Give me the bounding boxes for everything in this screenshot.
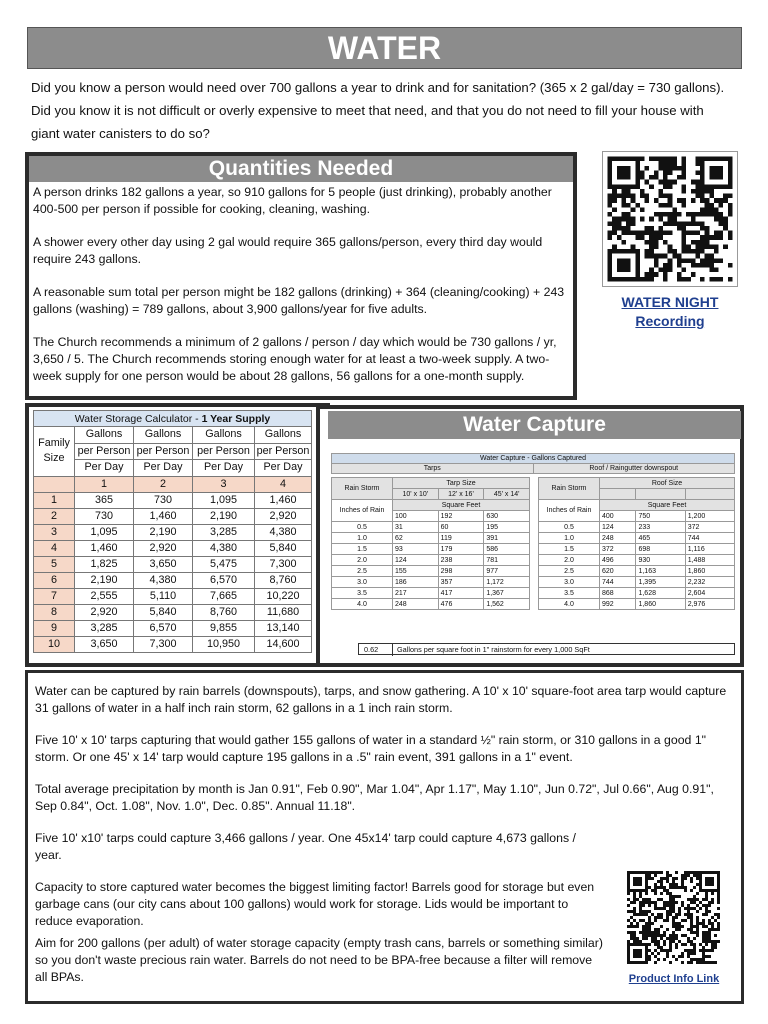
table-cell: 1,116 bbox=[685, 544, 734, 555]
table-row bbox=[34, 492, 312, 508]
water-capture-footer bbox=[358, 643, 735, 655]
col-header: per Person bbox=[255, 443, 312, 460]
table-cell: 1,628 bbox=[636, 588, 685, 599]
qr-code-graphic bbox=[624, 868, 723, 967]
table-cell: 1,562 bbox=[484, 599, 530, 610]
tarp-row bbox=[332, 555, 530, 566]
roof-row bbox=[539, 566, 735, 577]
table-cell: 3 bbox=[34, 524, 75, 540]
table-row bbox=[34, 540, 312, 556]
table-cell: 0.5 bbox=[539, 522, 600, 533]
square-feet-label: Square Feet bbox=[393, 500, 530, 511]
idx-cell: 2 bbox=[134, 476, 193, 492]
table-cell: 1,488 bbox=[685, 555, 734, 566]
water-capture-header: Water Capture bbox=[328, 411, 741, 439]
tarp-sqft: 192 bbox=[438, 511, 484, 522]
roof-sqft: 750 bbox=[636, 511, 685, 522]
table-cell: 4.0 bbox=[539, 599, 600, 610]
table-cell: 1,367 bbox=[484, 588, 530, 599]
roof-row bbox=[539, 555, 735, 566]
table-cell: 1 bbox=[34, 492, 75, 508]
table-cell: 496 bbox=[600, 555, 636, 566]
table-cell: 2.5 bbox=[332, 566, 393, 577]
table-cell: 2.0 bbox=[539, 555, 600, 566]
table-cell: 2.5 bbox=[539, 566, 600, 577]
table-cell: 1,860 bbox=[636, 599, 685, 610]
family-size-l1: Family bbox=[38, 437, 70, 450]
tarps-label: Tarps bbox=[332, 464, 534, 474]
qr1-label-line2: Recording bbox=[635, 313, 705, 329]
qr-code-icon[interactable] bbox=[624, 868, 723, 967]
table-cell: 930 bbox=[636, 555, 685, 566]
qr-code-graphic bbox=[603, 152, 737, 286]
roof-sqft: 400 bbox=[600, 511, 636, 522]
table-cell: 1.5 bbox=[332, 544, 393, 555]
table-cell: 7 bbox=[34, 588, 75, 604]
table-cell: 365 bbox=[75, 492, 134, 508]
table-cell: 3.5 bbox=[539, 588, 600, 599]
qr1-label-line1: WATER NIGHT bbox=[621, 294, 719, 310]
tarp-row bbox=[332, 588, 530, 599]
qr-code-icon[interactable] bbox=[602, 151, 738, 287]
col-header: per Person bbox=[193, 443, 255, 460]
table-cell: 476 bbox=[438, 599, 484, 610]
table-cell: 1.0 bbox=[539, 533, 600, 544]
tarp-sqft: 100 bbox=[393, 511, 439, 522]
table-cell: 8,760 bbox=[255, 572, 312, 588]
roof-size-spacer bbox=[636, 489, 685, 500]
roof-rows bbox=[539, 522, 735, 610]
table-cell: 3.0 bbox=[539, 577, 600, 588]
tarp-dim: 10' x 10' bbox=[393, 489, 439, 500]
capture-paragraph: Five 10' x 10' tarps capturing that would gather 155 gallons of water in a standard ½" rain storm, or 310 gallons in a good 1" storm. Or one 45' x 14' tarp would capture 195 gallons in a .5" rain event, 391 gallons in a 1" event. bbox=[35, 733, 707, 764]
table-cell: 13,140 bbox=[255, 620, 312, 636]
table-cell: 5,840 bbox=[255, 540, 312, 556]
col-header: Per Day bbox=[255, 460, 312, 477]
col-header: Gallons bbox=[255, 427, 312, 444]
table-cell: 1,460 bbox=[134, 508, 193, 524]
tarp-row bbox=[332, 599, 530, 610]
col-header: per Person bbox=[75, 443, 134, 460]
table-cell: 217 bbox=[393, 588, 439, 599]
capture-paragraph: Five 10' x10' tarps could capture 3,466 gallons / year. One 45x14' tarp could capture 4,673 gallons / year. bbox=[35, 831, 576, 862]
table-row bbox=[34, 636, 312, 652]
table-cell: 5,840 bbox=[134, 604, 193, 620]
table-cell: 2,604 bbox=[685, 588, 734, 599]
rain-storm-label: Rain Storm bbox=[332, 478, 393, 500]
water-storage-calculator-table bbox=[33, 410, 312, 653]
tarp-row bbox=[332, 522, 530, 533]
table-cell: 417 bbox=[438, 588, 484, 599]
table-cell: 465 bbox=[636, 533, 685, 544]
roof-size-spacer bbox=[685, 489, 734, 500]
table-cell: 238 bbox=[438, 555, 484, 566]
table-cell: 1,460 bbox=[255, 492, 312, 508]
tarp-dim: 45' x 14' bbox=[484, 489, 530, 500]
col-header: Per Day bbox=[193, 460, 255, 477]
table-cell: 1,460 bbox=[75, 540, 134, 556]
table-cell: 992 bbox=[600, 599, 636, 610]
product-info-link[interactable]: Product Info Link bbox=[628, 973, 720, 985]
table-cell: 4,380 bbox=[255, 524, 312, 540]
family-size-l2: Size bbox=[43, 452, 65, 465]
table-cell: 3,285 bbox=[193, 524, 255, 540]
col-header: Gallons bbox=[134, 427, 193, 444]
roof-row bbox=[539, 544, 735, 555]
table-row bbox=[34, 588, 312, 604]
table-cell: 372 bbox=[685, 522, 734, 533]
table-cell: 11,680 bbox=[255, 604, 312, 620]
table-cell: 248 bbox=[600, 533, 636, 544]
table-cell: 1.5 bbox=[539, 544, 600, 555]
idx-cell bbox=[34, 476, 75, 492]
table-cell: 93 bbox=[393, 544, 439, 555]
capture-paragraph: Total average precipitation by month is Jan 0.91", Feb 0.90", Mar 1.04", Apr 1.17", May 1.10", Jun 0.72", Jul 0.66", Aug 0.91", Sep 0.84", Oct. 1.08", Nov. 1.0", Dec. 0.85". Annual 11.18". bbox=[35, 782, 714, 813]
table-cell: 1,395 bbox=[636, 577, 685, 588]
calculator-caption bbox=[34, 411, 312, 427]
quantities-paragraph: A shower every other day using 2 gal would require 365 gallons/person, every third day would require 243 gallons. bbox=[33, 235, 543, 266]
roof-row bbox=[539, 588, 735, 599]
col-header: Per Day bbox=[134, 460, 193, 477]
table-cell: 62 bbox=[393, 533, 439, 544]
table-cell: 357 bbox=[438, 577, 484, 588]
table-cell: 9 bbox=[34, 620, 75, 636]
table-cell: 8,760 bbox=[193, 604, 255, 620]
water-capture-caption: Water Capture - Gallons Captured bbox=[332, 454, 735, 464]
table-cell: 6 bbox=[34, 572, 75, 588]
quantities-paragraph: A person drinks 182 gallons a year, so 910 gallons for 5 people (just drinking), probably another 400-500 per person if possible for cooking, cleaning, washing. bbox=[33, 185, 552, 216]
table-row bbox=[34, 524, 312, 540]
idx-cell: 1 bbox=[75, 476, 134, 492]
table-cell: 124 bbox=[393, 555, 439, 566]
tarp-row bbox=[332, 577, 530, 588]
table-row bbox=[34, 620, 312, 636]
quantities-paragraph: The Church recommends a minimum of 2 gallons / person / day which would be 730 gallons / yr, 3,650 / 5. The Church recommends storing enough water for at least a two-week supply. A two-week supply for one person would be about 28 gallons, 56 gallons for a one-month supply. bbox=[33, 335, 557, 383]
table-cell: 8 bbox=[34, 604, 75, 620]
table-cell: 586 bbox=[484, 544, 530, 555]
table-cell: 2 bbox=[34, 508, 75, 524]
table-cell: 298 bbox=[438, 566, 484, 577]
capture-paragraph: Water can be captured by rain barrels (downspouts), tarps, and snow gathering. A 10' x 10' square-foot area tarp would capture 31 gallons of water in a half inch rain storm, 62 gallons in a 1 inch rain storm. bbox=[35, 684, 727, 715]
table-cell: 5 bbox=[34, 556, 75, 572]
inches-of-rain-label: Inches of Rain bbox=[332, 500, 393, 522]
water-capture-caption-table bbox=[331, 453, 735, 474]
roof-row bbox=[539, 533, 735, 544]
quantities-header: Quantities Needed bbox=[29, 156, 573, 182]
table-cell: 124 bbox=[600, 522, 636, 533]
tarp-row bbox=[332, 544, 530, 555]
table-cell: 60 bbox=[438, 522, 484, 533]
capture-paragraph: Capacity to store captured water becomes the biggest limiting factor! Barrels good for storage but even garbage cans (our city cans about 100 gallons) would work for storage. Lids would be important to reduce evaporation. bbox=[35, 880, 595, 928]
table-cell: 5,475 bbox=[193, 556, 255, 572]
footer-value: 0.62 bbox=[364, 644, 393, 656]
table-cell: 781 bbox=[484, 555, 530, 566]
col-header: Per Day bbox=[75, 460, 134, 477]
table-cell: 730 bbox=[134, 492, 193, 508]
capture-paragraph: Aim for 200 gallons (per adult) of water storage capacity (empty trash cans, barrels or something similar) so you don't waste precious rain water. Barrels do not need to be BPA-free because a filter will remove all BPAs. bbox=[35, 936, 603, 984]
roof-capture-table bbox=[538, 477, 735, 610]
caption-bold: 1 Year Supply bbox=[201, 412, 271, 425]
table-cell: 1,095 bbox=[193, 492, 255, 508]
col-header: Gallons bbox=[193, 427, 255, 444]
table-cell: 10,950 bbox=[193, 636, 255, 652]
table-cell: 2,920 bbox=[255, 508, 312, 524]
roof-size-label: Roof Size bbox=[600, 478, 735, 489]
roof-sqft: 1,200 bbox=[685, 511, 734, 522]
tarp-capture-table bbox=[331, 477, 530, 610]
table-cell: 31 bbox=[393, 522, 439, 533]
table-cell: 2,232 bbox=[685, 577, 734, 588]
table-cell: 1,172 bbox=[484, 577, 530, 588]
table-cell: 7,665 bbox=[193, 588, 255, 604]
table-row bbox=[34, 572, 312, 588]
table-cell: 868 bbox=[600, 588, 636, 599]
page-title: WATER bbox=[27, 27, 742, 69]
table-cell: 620 bbox=[600, 566, 636, 577]
table-cell: 2,920 bbox=[75, 604, 134, 620]
table-cell: 195 bbox=[484, 522, 530, 533]
table-cell: 179 bbox=[438, 544, 484, 555]
col-header: per Person bbox=[134, 443, 193, 460]
square-feet-label: Square Feet bbox=[600, 500, 735, 511]
table-cell: 3,650 bbox=[75, 636, 134, 652]
caption-prefix: Water Storage Calculator - bbox=[74, 412, 202, 425]
roof-row bbox=[539, 599, 735, 610]
table-cell: 2,976 bbox=[685, 599, 734, 610]
table-cell: 1,095 bbox=[75, 524, 134, 540]
table-cell: 1,860 bbox=[685, 566, 734, 577]
roof-row bbox=[539, 577, 735, 588]
idx-cell: 3 bbox=[193, 476, 255, 492]
table-row bbox=[34, 508, 312, 524]
table-cell: 0.5 bbox=[332, 522, 393, 533]
table-cell: 3,285 bbox=[75, 620, 134, 636]
table-row bbox=[34, 556, 312, 572]
tarp-row bbox=[332, 566, 530, 577]
inches-of-rain-label: Inches of Rain bbox=[539, 500, 600, 522]
roof-size-spacer bbox=[600, 489, 636, 500]
table-cell: 14,600 bbox=[255, 636, 312, 652]
table-cell: 3.5 bbox=[332, 588, 393, 599]
table-cell: 4.0 bbox=[332, 599, 393, 610]
tarp-row bbox=[332, 533, 530, 544]
table-cell: 2.0 bbox=[332, 555, 393, 566]
table-cell: 4 bbox=[34, 540, 75, 556]
tarp-rows bbox=[332, 522, 530, 610]
rain-storm-label: Rain Storm bbox=[539, 478, 600, 500]
table-cell: 6,570 bbox=[134, 620, 193, 636]
table-cell: 7,300 bbox=[134, 636, 193, 652]
col-header: Gallons bbox=[75, 427, 134, 444]
roof-row bbox=[539, 522, 735, 533]
table-cell: 730 bbox=[75, 508, 134, 524]
table-cell: 2,190 bbox=[134, 524, 193, 540]
table-cell: 119 bbox=[438, 533, 484, 544]
table-cell: 744 bbox=[600, 577, 636, 588]
water-night-recording-link[interactable] bbox=[602, 293, 738, 331]
roof-label: Roof / Raingutter downspout bbox=[533, 464, 735, 474]
table-cell: 4,380 bbox=[193, 540, 255, 556]
table-cell: 10,220 bbox=[255, 588, 312, 604]
table-row bbox=[34, 604, 312, 620]
table-cell: 3,650 bbox=[134, 556, 193, 572]
table-cell: 2,920 bbox=[134, 540, 193, 556]
table-cell: 7,300 bbox=[255, 556, 312, 572]
intro-text: Did you know a person would need over 700 gallons a year to drink and for sanitation? (365 x 2 gal/day = 730 gallons). Did you know it is not difficult or overly expensive to meet that need, and that you do not need to fill your house with giant water canisters to do so? bbox=[31, 80, 725, 141]
table-cell: 248 bbox=[393, 599, 439, 610]
table-cell: 2,555 bbox=[75, 588, 134, 604]
table-cell: 233 bbox=[636, 522, 685, 533]
table-cell: 186 bbox=[393, 577, 439, 588]
table-cell: 1.0 bbox=[332, 533, 393, 544]
table-cell: 1,163 bbox=[636, 566, 685, 577]
table-cell: 744 bbox=[685, 533, 734, 544]
footer-text: Gallons per square foot in 1" rainstorm for every 1,000 SqFt bbox=[397, 645, 590, 654]
family-size-header bbox=[34, 427, 75, 477]
tarp-dim: 12' x 16' bbox=[438, 489, 484, 500]
quantities-paragraph: A reasonable sum total per person might be 182 gallons (drinking) + 364 (cleaning/cooking) + 243 gallons (washing) = 789 gallons, about 3,900 gallons/year for five adults. bbox=[33, 285, 565, 316]
table-cell: 10 bbox=[34, 636, 75, 652]
table-cell: 2,190 bbox=[75, 572, 134, 588]
tarp-sqft: 630 bbox=[484, 511, 530, 522]
table-cell: 1,825 bbox=[75, 556, 134, 572]
quantities-body bbox=[33, 184, 573, 401]
table-cell: 372 bbox=[600, 544, 636, 555]
table-cell: 4,380 bbox=[134, 572, 193, 588]
table-cell: 977 bbox=[484, 566, 530, 577]
table-cell: 3.0 bbox=[332, 577, 393, 588]
table-cell: 391 bbox=[484, 533, 530, 544]
tarp-size-label: Tarp Size bbox=[393, 478, 530, 489]
table-cell: 5,110 bbox=[134, 588, 193, 604]
idx-cell: 4 bbox=[255, 476, 312, 492]
table-cell: 155 bbox=[393, 566, 439, 577]
table-cell: 2,190 bbox=[193, 508, 255, 524]
table-cell: 9,855 bbox=[193, 620, 255, 636]
table-cell: 6,570 bbox=[193, 572, 255, 588]
table-cell: 698 bbox=[636, 544, 685, 555]
